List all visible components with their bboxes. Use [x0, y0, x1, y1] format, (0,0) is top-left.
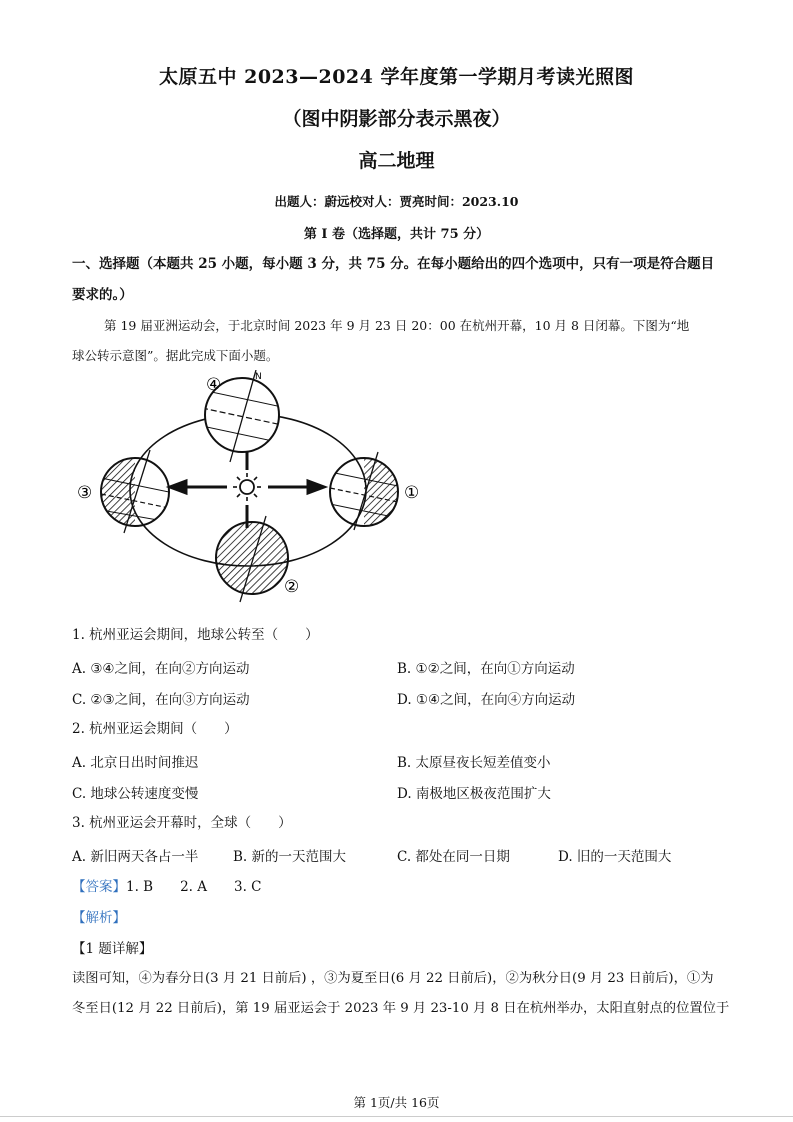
- question-3-option-c[interactable]: C. 都处在同一日期: [397, 849, 510, 865]
- question-2-option-b[interactable]: B. 太原昼夜长短差值变小: [397, 755, 551, 771]
- analysis-line1: 读图可知，④为春分日(3 月 21 日前后) ，③为夏至日(6 月 22 日前后)，②为秋分日(9 月 23 日前后)，①为: [72, 971, 714, 986]
- question-2-option-c[interactable]: C. 地球公转速度变慢: [72, 786, 199, 802]
- section-heading-line2: 要求的。）: [72, 287, 133, 303]
- label-1: ①: [404, 483, 420, 503]
- analysis-sub-label: 【1 题详解】: [72, 941, 153, 957]
- question-3-option-d[interactable]: D. 旧的一天范围大: [558, 849, 672, 865]
- author-meta: 出题人：蔚远校对人：贾亮时间：2023.10: [274, 194, 519, 209]
- volume-heading: 第 I 卷（选择题，共计 75 分）: [303, 227, 490, 242]
- intro-line1: 第 19 届亚洲运动会，于北京时间 2023 年 9 月 23 日 20：00 在杭州开幕，10 月 8 日闭幕。下图为“地: [104, 318, 690, 333]
- label-3: ③: [77, 483, 93, 503]
- answer-row: [72, 877, 728, 897]
- question-2-option-a[interactable]: A. 北京日出时间推迟: [72, 755, 199, 771]
- sun-icon: [233, 473, 261, 501]
- question-2-stem: 2. 杭州亚运会期间（ ）: [72, 721, 238, 737]
- earth-position-1: [330, 452, 398, 530]
- document-title: 太原五中 2023—2024 学年度第一学期月考读光照图: [159, 66, 634, 88]
- axis-label-4: N: [255, 372, 262, 382]
- document-subtitle: （图中阴影部分表示黑夜）: [282, 108, 511, 130]
- analysis-line2: 冬至日(12 月 22 日前后)，第 19 届亚运会于 2023 年 9 月 23-10 月 8 日在杭州举办，太阳直射点的位置位于: [72, 1001, 730, 1016]
- analysis-label: 【解析】: [72, 910, 126, 926]
- section-heading-line1: 一、选择题（本题共 25 小题，每小题 3 分，共 75 分。在每小题给出的四个选项中，只有一项是符合题目: [72, 256, 715, 272]
- page-footer: 第 1页/共 16页: [353, 1095, 440, 1110]
- question-3-option-a[interactable]: A. 新旧两天各占一半: [72, 849, 199, 865]
- question-3-stem: 3. 杭州亚运会开幕时，全球（ ）: [72, 815, 292, 831]
- earth-position-3: [101, 450, 169, 533]
- question-3-option-b[interactable]: B. 新的一天范围大: [233, 849, 347, 865]
- question-1-option-b[interactable]: B. ①②之间，在向①方向运动: [397, 661, 575, 677]
- question-1-option-a[interactable]: A. ③④之间，在向②方向运动: [72, 661, 250, 677]
- question-1-option-c[interactable]: C. ②③之间，在向③方向运动: [72, 692, 250, 708]
- subject-title: 高二地理: [358, 150, 435, 172]
- question-2-option-d[interactable]: D. 南极地区极夜范围扩大: [397, 786, 551, 802]
- label-2: ②: [284, 577, 300, 597]
- label-4: ④: [206, 375, 222, 395]
- question-1-option-d[interactable]: D. ①④之间，在向④方向运动: [397, 692, 576, 708]
- earth-position-2: [212, 516, 292, 602]
- earth-revolution-diagram: [72, 370, 442, 610]
- answer-label: 【答案】: [72, 879, 126, 895]
- bottom-rule: [0, 1116, 793, 1117]
- answer-text: 1. B 2. A 3. C: [126, 879, 262, 895]
- question-1-stem: 1. 杭州亚运会期间，地球公转至（ ）: [72, 627, 319, 643]
- intro-line2: 球公转示意图”。据此完成下面小题。: [72, 348, 279, 363]
